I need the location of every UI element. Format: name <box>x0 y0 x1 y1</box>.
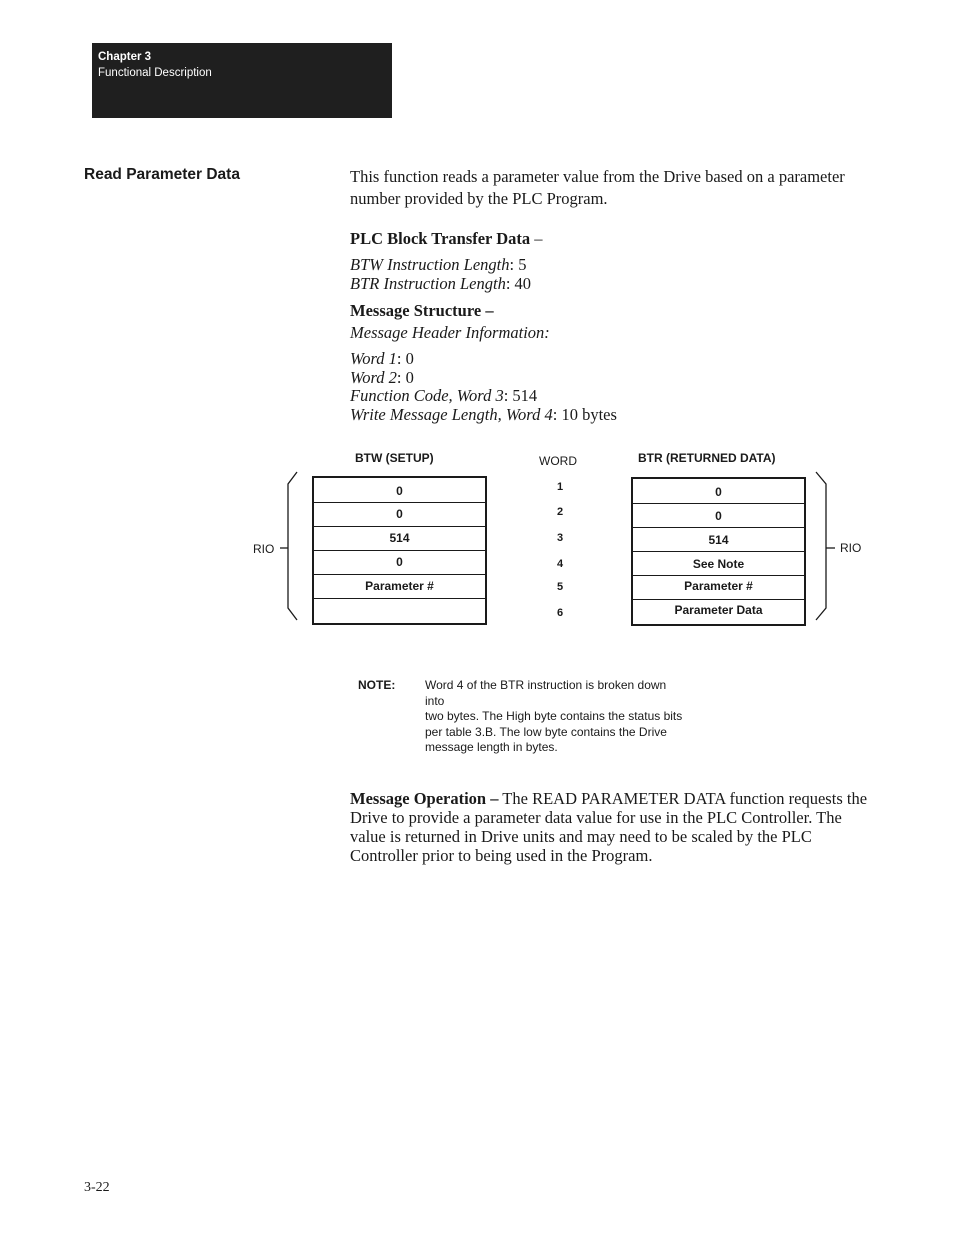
btw-length-label: BTW Instruction Length <box>350 255 510 274</box>
btw-cell <box>314 599 485 623</box>
word-number: 2 <box>556 506 564 518</box>
word-number: 3 <box>556 532 564 544</box>
word-heading: WORD <box>539 454 577 468</box>
message-operation-paragraph <box>350 789 870 865</box>
btw-cell: 514 <box>314 527 485 551</box>
btr-cell: 0 <box>633 479 804 504</box>
note-label: NOTE: <box>358 678 396 692</box>
note-line: message length in bytes. <box>425 740 558 754</box>
btr-cell: 514 <box>633 528 804 552</box>
word-line-4 <box>350 405 617 425</box>
btw-length-line <box>350 255 526 275</box>
word-label: Function Code, Word 3 <box>350 386 504 405</box>
word-label: Write Message Length, Word 4 <box>350 405 553 424</box>
message-operation-heading: Message Operation – <box>350 789 499 808</box>
word-value: : 0 <box>396 368 414 387</box>
word-value: : 0 <box>396 349 414 368</box>
intro-paragraph: This function reads a parameter value from the Drive based on a parameter number provided by the PLC Program. <box>350 167 845 208</box>
message-header-info: Message Header Information: <box>350 323 550 342</box>
plc-block-heading: PLC Block Transfer Data <box>350 229 531 248</box>
btr-cell: 0 <box>633 504 804 528</box>
word-number: 4 <box>556 558 564 570</box>
btr-cell: Parameter # <box>633 576 804 600</box>
btr-cell: See Note <box>633 552 804 576</box>
plc-block-heading-line <box>350 229 543 249</box>
plc-block-dash: – <box>530 229 543 248</box>
note-line: two bytes. The High byte contains the status bits <box>425 709 683 723</box>
btr-heading: BTR (RETURNED DATA) <box>638 451 776 465</box>
btw-cell: 0 <box>314 503 485 527</box>
section-heading: Read Parameter Data <box>84 166 240 183</box>
word-label: Word 2 <box>350 368 397 387</box>
btw-length-value: : 5 <box>509 255 527 274</box>
word-line-3 <box>350 386 537 406</box>
word-number: 5 <box>556 581 564 593</box>
word-line-2 <box>350 368 414 388</box>
btw-cell: Parameter # <box>314 575 485 599</box>
chapter-label: Chapter 3 <box>98 51 152 63</box>
word-number: 6 <box>556 607 564 619</box>
note-line: per table 3.B. The low byte contains the Drive <box>425 724 667 739</box>
btr-cell: Parameter Data <box>674 603 763 617</box>
btr-length-line <box>350 274 531 294</box>
chapter-title: Functional Description <box>98 67 212 79</box>
word-value: : 514 <box>503 386 538 405</box>
btw-cell: 0 <box>314 551 485 575</box>
message-structure-heading: Message Structure – <box>350 301 494 320</box>
message-operation-text: The READ PARAMETER DATA function requests the Drive to provide a parameter data value for use in the PLC Controller. The value is returned in Drive units and may need to be scaled by the PLC Controller prior to being used in the Program. <box>350 789 868 865</box>
rio-label-left: RIO <box>253 542 275 556</box>
note-text <box>425 678 687 756</box>
btw-table <box>312 476 487 625</box>
word-number: 1 <box>556 481 564 493</box>
page-number: 3-22 <box>84 1180 110 1195</box>
rio-label-right: RIO <box>840 541 862 555</box>
btw-cell: 0 <box>314 478 485 503</box>
btr-length-label: BTR Instruction Length <box>350 274 506 293</box>
left-rio-bracket <box>270 468 310 628</box>
chapter-header-box <box>92 43 392 118</box>
btw-heading: BTW (SETUP) <box>355 451 434 465</box>
btr-table <box>631 477 806 626</box>
word-line-1 <box>350 349 414 369</box>
word-value: : 10 bytes <box>552 405 617 424</box>
btr-length-value: : 40 <box>505 274 532 293</box>
note-line: Word 4 of the BTR instruction is broken down into <box>425 678 667 708</box>
word-label: Word 1 <box>350 349 397 368</box>
